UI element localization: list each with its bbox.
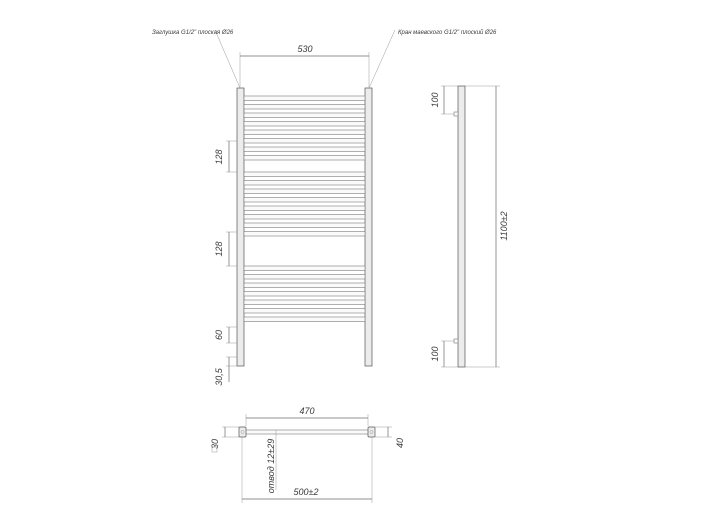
top-mount <box>454 112 458 116</box>
right-end-cap <box>368 427 375 437</box>
top-view <box>210 406 405 503</box>
depth-right-label: 40 <box>395 437 405 449</box>
tube-bar <box>244 215 365 220</box>
mount-label: отвод 12±29 <box>266 438 276 494</box>
front-view <box>152 29 497 386</box>
right-post <box>365 88 372 366</box>
right-callout-leader <box>369 30 395 88</box>
section-label-2: 128 <box>214 241 224 257</box>
left-post <box>237 88 244 366</box>
bottom-offset-label: 100 <box>430 346 440 362</box>
tube-bar <box>244 275 365 280</box>
outer-width-label: 500±2 <box>293 487 319 497</box>
tube-bar <box>244 309 365 314</box>
side-post <box>458 86 465 367</box>
tube-bar <box>244 122 365 127</box>
top-rail <box>244 430 370 434</box>
left-callout-leader <box>215 30 240 88</box>
tube-bar <box>244 172 365 177</box>
tube-bar <box>244 139 365 144</box>
tube-bar <box>244 96 365 101</box>
right-callout-label: Кран маевского G1/2" плоский Ø26 <box>398 30 497 36</box>
tube-bar <box>244 232 365 237</box>
depth-left-label: 30 <box>210 438 220 450</box>
tube-bar <box>244 147 365 152</box>
tube-bar <box>244 292 365 297</box>
tube-bar <box>244 198 365 203</box>
tube-bar <box>244 300 365 305</box>
tube-bar <box>244 113 365 118</box>
section-label-4: 30,5 <box>214 368 224 386</box>
top-offset-label: 100 <box>430 92 440 108</box>
tube-bar <box>244 156 365 161</box>
left-end-cap <box>239 427 246 437</box>
tube-bar <box>244 130 365 135</box>
height-label: 1100±2 <box>499 211 509 241</box>
left-callout-label: Заглушка G1/2" плоская Ø26 <box>152 30 234 36</box>
section-label-3: 60 <box>214 329 224 341</box>
tube-bar <box>244 283 365 288</box>
tube-bar <box>244 181 365 186</box>
tube-bar <box>244 206 365 211</box>
tube-bar <box>244 105 365 110</box>
tube-bar <box>244 189 365 194</box>
side-view <box>430 86 509 367</box>
width-label: 530 <box>297 44 313 54</box>
bar-group <box>244 96 365 322</box>
bottom-mount <box>454 339 458 343</box>
inner-width-label: 470 <box>299 406 315 416</box>
tube-bar <box>244 317 365 322</box>
section-label-1: 128 <box>214 149 224 165</box>
tube-bar <box>244 223 365 228</box>
tube-bar <box>244 266 365 271</box>
